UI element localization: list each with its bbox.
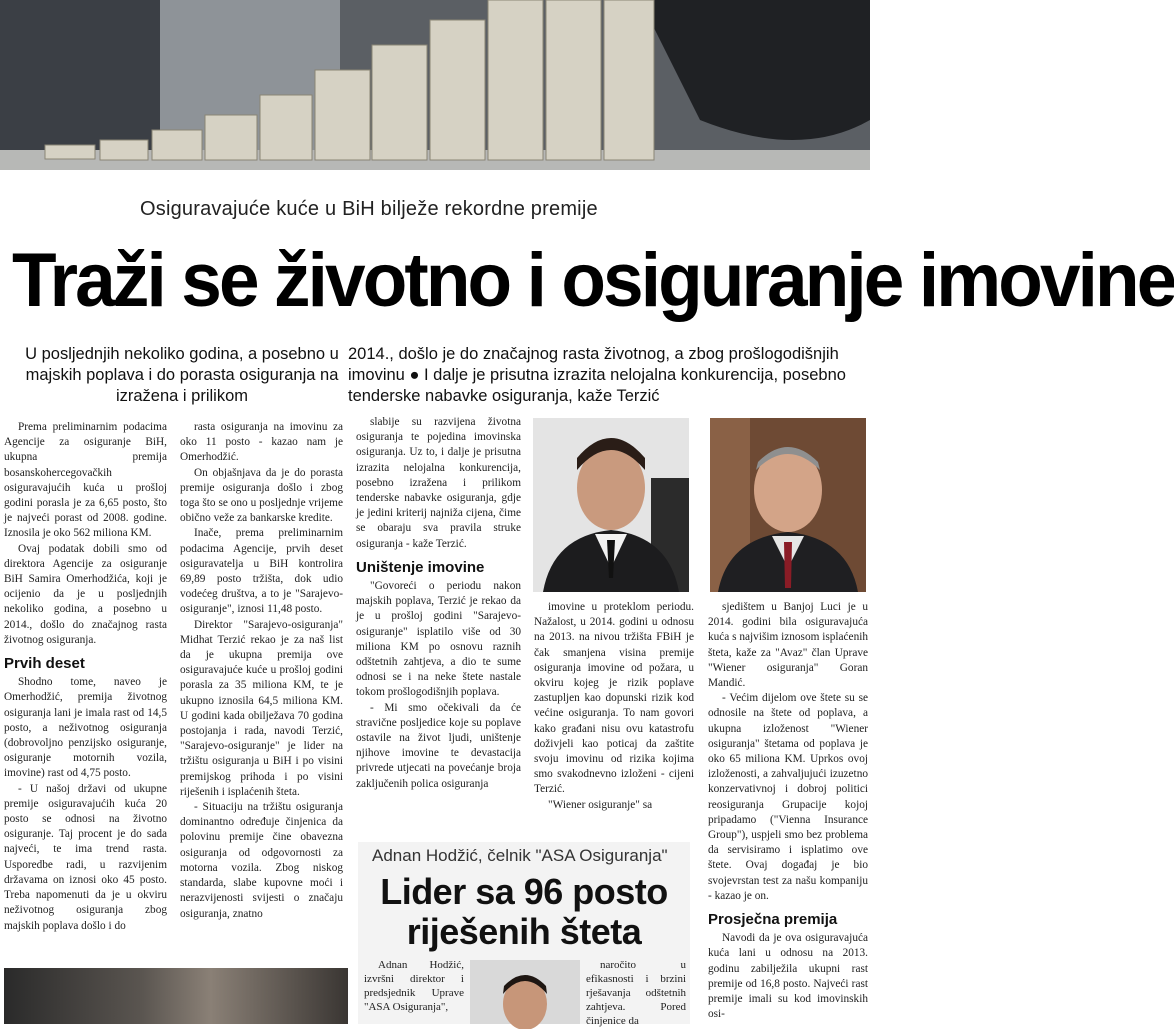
column-5	[708, 600, 868, 1022]
column-2	[180, 420, 343, 922]
paragraph: Adnan Hodžić, izvršni direktor i predsjednik Uprave "ASA Osiguranja",	[364, 959, 464, 1013]
article-headline: Traži se životno i osiguranje imovine	[12, 238, 1174, 323]
paragraph: slabije su razvijena životna osiguranja te pojedina imovinska osiguranja. Uz to, i dalje je prisutna izrazita nelojalna konkurencija, posebno izražena i prilikom tenderske nabavke osiguranja, gdje je jedini kriterij najniža cijena, čime se obaraju sva pravila struke osiguranja - kaže Terzić.	[356, 416, 521, 550]
coins-photo	[0, 0, 870, 170]
column-1	[4, 420, 167, 934]
paragraph: Inače, prema preliminarnim podacima Agencije, prvih deset osiguravatelja u BiH kontrolira 69,89 posto tržišta, dok udio vodećeg društva, a to je "Sarajevo-osiguranje", iznosi 11,48 posto.	[180, 527, 343, 616]
paragraph: "Wiener osiguranje" sa	[548, 798, 653, 811]
box-kicker: Adnan Hodžić, čelnik "ASA Osiguranja"	[372, 846, 668, 865]
paragraph: - Mi smo očekivali da će stravične posljedice koje su poplave ostavile na život ljudi, uništenje njihove imovine te devastacija privrede utjecati na povećanje broja zaključenih polica osiguranja	[356, 701, 521, 790]
box-title: Lider sa 96 posto riješenih šteta	[380, 871, 668, 952]
paragraph: Shodno tome, naveo je Omerhodžić, premija životnog osiguranja lani je imala rast od 14,5 posto, a neživotnog osiguranja (dobrovoljno penzijsko osiguranje, osiguranje motornih vozila, imovine) rast od 4,75 posto.	[4, 676, 167, 780]
paragraph: - Situaciju na tržištu osiguranja dominantno određuje činjenica da polovinu premije čine obavezna osiguranja od odgovornosti za motorna vozila. Zbog niskog standarda, slabe kupovne moći i nerazvijenosti svijesti o značaju osiguranja, znatno	[180, 801, 343, 920]
paragraph: Prema preliminarnim podacima Agencije za osiguranje BiH, ukupna premija bosanskohercegovačkih osiguravajućih kuća u prošloj godini porasla je za 6,65 posto, što je najveći porast od 2008. godine. Iznosila je oko 562 miliona KM.	[4, 421, 167, 540]
paragraph: naročito u efikasnosti i brzini rješavanja odštetnih zahtjeva. Pored činjenice da	[586, 959, 686, 1027]
paragraph: On objašnjava da je do porasta premije osiguranja došlo i zbog toga što se ono u posljednje vrijeme obično veže za bankarske kredite.	[180, 466, 343, 525]
paragraph: rasta osiguranja na imovinu za oko 11 posto - kazao nam je Omerhodžić.	[180, 421, 343, 464]
sidebar-box-asa	[358, 842, 690, 1027]
lead-left: U posljednjih nekoliko godina, a posebno u majskih poplava i do porasta osiguranja na izražena i prilikom	[25, 345, 339, 405]
paragraph: - U našoj državi od ukupne premije osiguravajućih kuća 20 posto se odnosi na životno osiguranje. Taj procent je do sada najveći, te ima trend rasta. Usporedbe radi, u razvijenim državama on iznosi oko 45 posto. Treba napomenuti da je u okviru neživotnog osiguranja zbog majskih poplava došlo i do	[4, 782, 167, 932]
column-4	[534, 600, 694, 813]
column-3	[356, 415, 521, 792]
paragraph: sjedištem u Banjoj Luci je u 2014. godini bila osiguravajuća kuća s najvišim iznosom isplaćenih šteta, kaže za "Avaz" član Uprave "Wiener osiguranja" Goran Mandić.	[708, 601, 869, 690]
subheading-unistenje-imovine: Uništenje imovine	[356, 558, 485, 576]
paragraph: "Govoreći o periodu nakon majskih poplava, Terzić je rekao da je u prošloj godini "Sarajevo-osiguranje" isplatilo više od 30 miliona KM po osnovu raznih odštetnih zahtjeva, a dio te sume odnosi se i na neke štete nastale tokom prošlogodišnjih poplava.	[356, 580, 521, 699]
box-column-b	[586, 958, 686, 1028]
subheading-prosjecna-premija: Prosječna premija	[708, 911, 838, 929]
paragraph: - Većim dijelom ove štete su se odnosile na štete od poplava, a ukupna izloženost "Wiener osiguranja" štetama od poplava je oko 65 miliona KM. Uprkos ovoj izloženosti, a zahvaljujući izuzetno konzervativnoj i dobroj politici reosiguranja Grupacije kojoj pripadamo ("Vienna Insurance Group"), uspjeli smo bez problema da servisiramo i isplatimo ove štete. Ovaj događaj je bio svojevrstan test za našu kompaniju - kazao je on.	[708, 692, 868, 902]
paragraph: Ovaj podatak dobili smo od direktora Agencije za osiguranje BiH Samira Omerhodžića, koji je ocijenio da je u posljednjih nekoliko godina, a posebno u 2014., došlo do značajnog rasta životnog osiguranja.	[4, 542, 167, 646]
portrait-terzic	[533, 418, 689, 592]
paragraph: Direktor "Sarajevo-osiguranja" Midhat Terzić rekao je za naš list da je ukupna premija ove osiguravajuće kuće u prošloj godini porasla za 35 miliona KM, te je ukupno iznosila 64,5 miliona KM. U godini kada obilježava 70 godina postojanja i rada, navodi Terzić, "Sarajevo-osiguranje" je lider na tržištu osiguranja u BiH i po visini premijskog prihoda i po visini riješenih i isplaćenih šteta.	[180, 618, 343, 798]
bottom-photo	[4, 968, 348, 1024]
paragraph: imovine u proteklom periodu. Nažalost, u 2014. godini u odnosu na 2013. na nivou tržišta FBiH je čak smanjena visina premije osiguranja imovine od požara, u okviru kojeg je rizik poplave zastupljen kao dopunski rizik kod većine osiguranja. To nam govori kako građani nisu ovu katastrofu doživjeli kao poticaj da zaštite svoju imovinu od rizika kojima smo svakodnevno izloženi - cijeni Terzić.	[534, 601, 694, 796]
paragraph: Navodi da je ova osiguravajuća kuća lani u odnosu na 2013. godinu zabilježila ukupni rast premije od 16,8 posto. Najveći rast premije imali su kod imovinskih osi-	[708, 932, 868, 1021]
subheading-prvih-deset: Prvih deset	[4, 655, 85, 673]
article-kicker: Osiguravajuće kuće u BiH bilježe rekordne premije	[140, 198, 598, 220]
portrait-mandic	[710, 418, 866, 592]
box-column-a	[364, 958, 464, 1014]
portrait-hodzic	[470, 960, 580, 1024]
lead-right: 2014., došlo je do značajnog rasta životnog, a zbog prošlogodišnjih imovinu ● I dalje je prisutna izrazita nelojalna konkurencija, posebno tenderske nabavke osiguranja, kaže Terzić	[348, 345, 846, 405]
